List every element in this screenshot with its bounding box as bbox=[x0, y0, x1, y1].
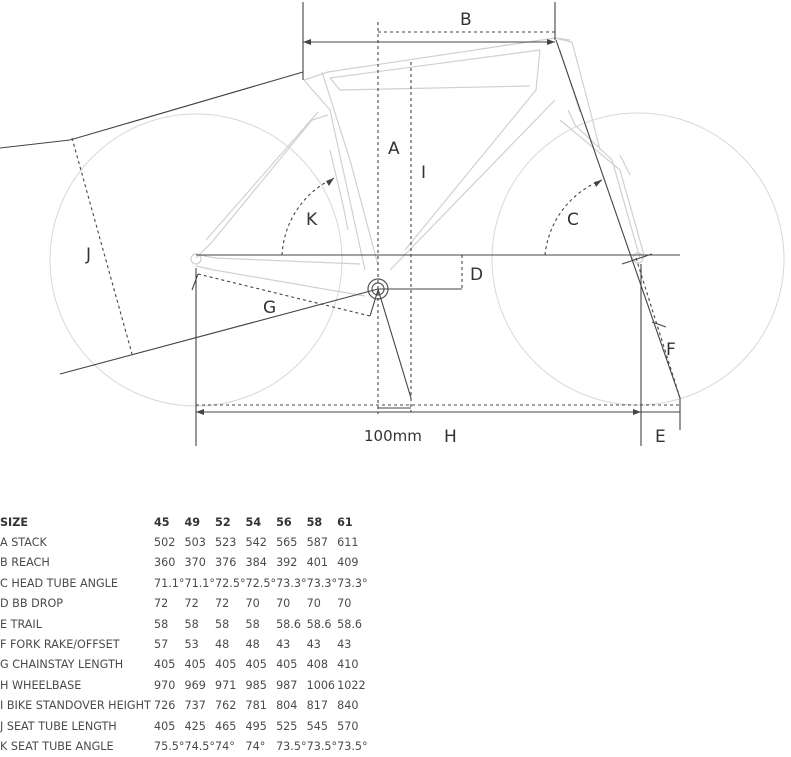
label-j: J bbox=[86, 245, 92, 265]
table-cell: 985 bbox=[245, 678, 267, 692]
table-cell: 1006 bbox=[306, 678, 336, 692]
table-cell: 565 bbox=[276, 536, 298, 550]
table-cell: 70 bbox=[337, 597, 352, 611]
table-cell: 737 bbox=[184, 699, 206, 713]
table-cell: 1022 bbox=[337, 678, 366, 692]
row-label: A STACK bbox=[0, 536, 47, 550]
table-row bbox=[0, 655, 368, 675]
row-label: F FORK RAKE/OFFSET bbox=[0, 638, 120, 652]
table-cell: 971 bbox=[215, 678, 237, 692]
table-cell: 70 bbox=[306, 597, 321, 611]
table-row bbox=[0, 696, 368, 716]
table-cell: 43 bbox=[306, 638, 321, 652]
table-cell: 72.5° bbox=[215, 576, 246, 590]
row-label: B REACH bbox=[0, 556, 50, 570]
table-cell: 58 bbox=[154, 617, 169, 631]
table-cell: 58.6 bbox=[306, 617, 332, 631]
table-cell: 73.3° bbox=[337, 576, 368, 590]
label-h: H bbox=[444, 427, 457, 447]
table-row bbox=[0, 716, 368, 736]
table-cell: 48 bbox=[215, 638, 230, 652]
table-cell: 969 bbox=[184, 678, 206, 692]
label-d: D bbox=[470, 265, 484, 285]
table-cell: 71.1° bbox=[184, 576, 216, 590]
table-cell: 405 bbox=[245, 658, 267, 672]
table-cell: 58.6 bbox=[337, 617, 363, 631]
table-cell: 74° bbox=[215, 739, 235, 753]
label-bb-offset: 100mm bbox=[364, 427, 422, 445]
table-cell: 587 bbox=[306, 536, 328, 550]
table-cell: 611 bbox=[337, 536, 359, 550]
table-cell: 502 bbox=[154, 536, 176, 550]
table-cell: 360 bbox=[154, 556, 176, 570]
table-cell: 58 bbox=[215, 617, 230, 631]
table-row bbox=[0, 532, 368, 552]
table-row bbox=[0, 675, 368, 695]
size-col-header: 52 bbox=[215, 515, 231, 529]
table-cell: 503 bbox=[184, 536, 206, 550]
table-cell: 570 bbox=[337, 719, 359, 733]
table-cell: 840 bbox=[337, 699, 359, 713]
table-cell: 70 bbox=[245, 597, 260, 611]
label-k: K bbox=[306, 210, 318, 230]
table-cell: 405 bbox=[154, 658, 176, 672]
table-row bbox=[0, 594, 368, 614]
row-label: C HEAD TUBE ANGLE bbox=[0, 576, 118, 590]
table-cell: 72.5° bbox=[245, 576, 277, 590]
table-cell: 781 bbox=[245, 699, 267, 713]
table-cell: 410 bbox=[337, 658, 359, 672]
table-cell: 384 bbox=[245, 556, 267, 570]
table-cell: 970 bbox=[154, 678, 176, 692]
table-cell: 370 bbox=[184, 556, 206, 570]
row-label: J SEAT TUBE LENGTH bbox=[0, 719, 117, 733]
label-b: B bbox=[460, 10, 472, 30]
table-cell: 408 bbox=[306, 658, 328, 672]
table-cell: 726 bbox=[154, 699, 176, 713]
size-col-header: 54 bbox=[245, 515, 262, 529]
size-col-header: 45 bbox=[154, 515, 170, 529]
table-cell: 72 bbox=[184, 597, 199, 611]
table-cell: 376 bbox=[215, 556, 237, 570]
row-label: K SEAT TUBE ANGLE bbox=[0, 739, 114, 753]
table-cell: 72 bbox=[215, 597, 230, 611]
table-cell: 58.6 bbox=[276, 617, 301, 631]
table-cell: 58 bbox=[184, 617, 199, 631]
size-col-header: 49 bbox=[184, 515, 201, 529]
table-cell: 762 bbox=[215, 699, 237, 713]
table-cell: 817 bbox=[306, 699, 328, 713]
table-cell: 987 bbox=[276, 678, 298, 692]
table-cell: 73.5° bbox=[337, 739, 368, 753]
table-cell: 73.3° bbox=[306, 576, 338, 590]
table-cell: 392 bbox=[276, 556, 298, 570]
table-cell: 70 bbox=[276, 597, 291, 611]
label-a: A bbox=[388, 139, 400, 159]
table-cell: 401 bbox=[306, 556, 328, 570]
size-header: SIZE bbox=[0, 515, 28, 529]
label-c: C bbox=[567, 210, 579, 230]
table-cell: 48 bbox=[245, 638, 260, 652]
size-col-header: 56 bbox=[276, 515, 292, 529]
table-cell: 405 bbox=[184, 658, 206, 672]
table-cell: 405 bbox=[215, 658, 237, 672]
table-cell: 74.5° bbox=[184, 739, 216, 753]
table-cell: 523 bbox=[215, 536, 237, 550]
table-row bbox=[0, 573, 368, 593]
table-cell: 43 bbox=[276, 638, 291, 652]
label-i: I bbox=[421, 163, 427, 183]
table-cell: 72 bbox=[154, 597, 169, 611]
table-cell: 73.5° bbox=[276, 739, 307, 753]
row-label: D BB DROP bbox=[0, 597, 64, 611]
row-label: I BIKE STANDOVER HEIGHT bbox=[0, 699, 151, 713]
row-label: G CHAINSTAY LENGTH bbox=[0, 658, 124, 672]
table-cell: 57 bbox=[154, 638, 169, 652]
frame-outline bbox=[191, 38, 644, 296]
table-row bbox=[0, 634, 368, 654]
table-cell: 542 bbox=[245, 536, 267, 550]
table-cell: 465 bbox=[215, 719, 237, 733]
table-row bbox=[0, 736, 368, 756]
label-g: G bbox=[263, 298, 277, 318]
table-row bbox=[0, 614, 368, 634]
table-cell: 58 bbox=[245, 617, 260, 631]
table-cell: 75.5° bbox=[154, 739, 185, 753]
table-cell: 545 bbox=[306, 719, 328, 733]
table-row bbox=[0, 553, 368, 573]
size-col-header: 61 bbox=[337, 515, 353, 529]
label-e: E bbox=[655, 427, 666, 447]
table-cell: 495 bbox=[245, 719, 267, 733]
size-col-header: 58 bbox=[306, 515, 323, 529]
table-cell: 425 bbox=[184, 719, 206, 733]
table-cell: 71.1° bbox=[154, 576, 185, 590]
row-label: H WHEELBASE bbox=[0, 678, 82, 692]
table-cell: 73.3° bbox=[276, 576, 307, 590]
table-cell: 804 bbox=[276, 699, 298, 713]
row-label: E TRAIL bbox=[0, 617, 42, 631]
table-cell: 74° bbox=[245, 739, 266, 753]
table-cell: 53 bbox=[184, 638, 199, 652]
table-cell: 405 bbox=[276, 658, 298, 672]
table-cell: 73.5° bbox=[306, 739, 338, 753]
table-cell: 43 bbox=[337, 638, 352, 652]
geometry-table bbox=[0, 512, 368, 757]
table-cell: 405 bbox=[154, 719, 176, 733]
label-f: F bbox=[666, 340, 676, 360]
table-header-row bbox=[0, 512, 368, 532]
table-cell: 409 bbox=[337, 556, 359, 570]
table-cell: 525 bbox=[276, 719, 298, 733]
